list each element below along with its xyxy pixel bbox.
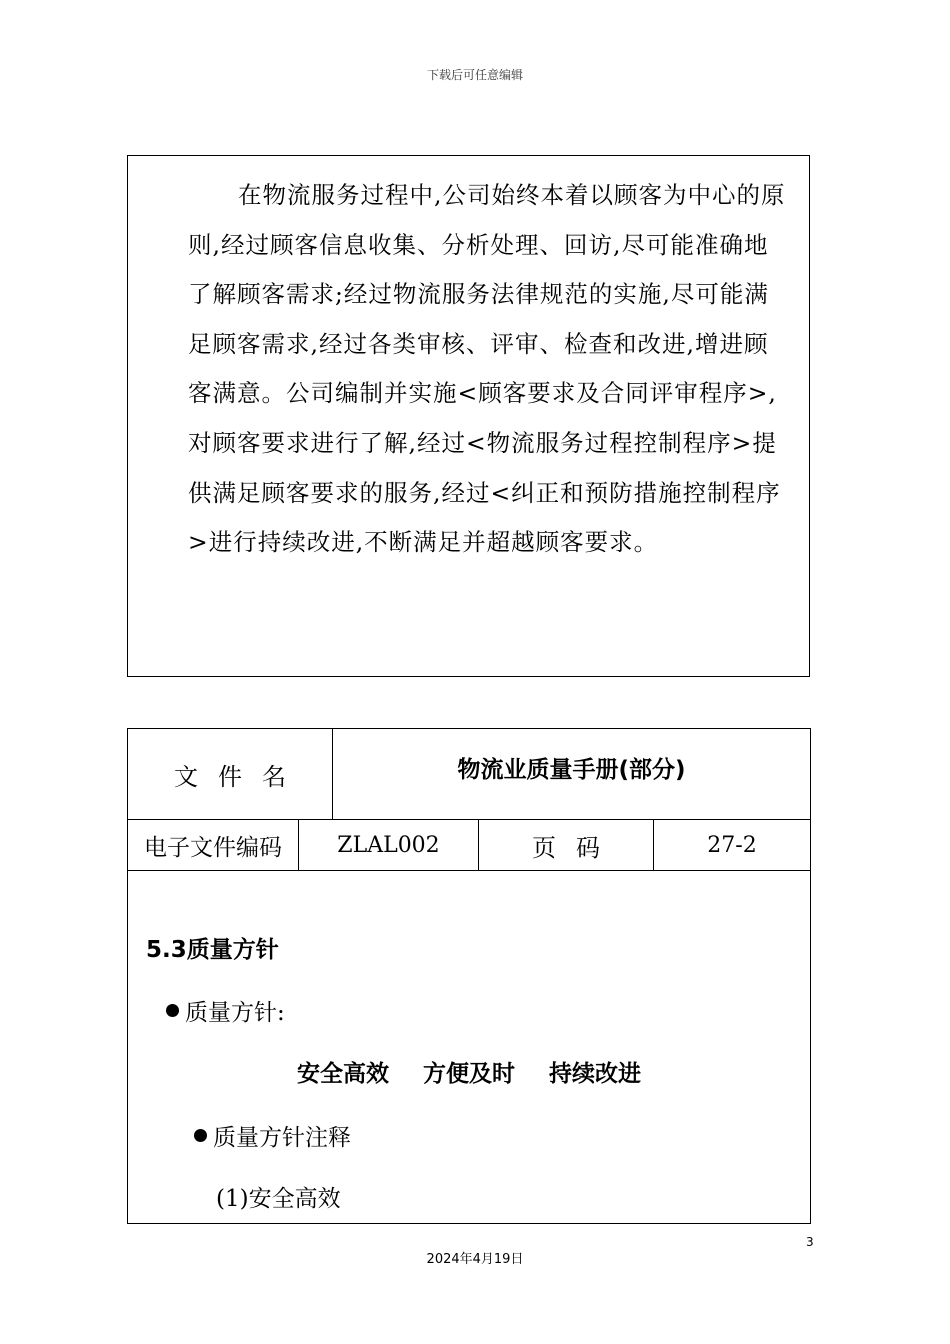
- bullet-dot-icon: [166, 1004, 179, 1017]
- intro-box: [127, 155, 810, 677]
- explanation-item-1: (1)安全高效: [216, 1186, 341, 1212]
- document-table: [127, 728, 811, 1224]
- policy-item: 方便及时: [423, 1061, 515, 1087]
- intro-paragraph: 在物流服务过程中,公司始终本着以顾客为中心的原则,经过顾客信息收集、分析处理、回访,尽可能准确地了解顾客需求;经过物流服务法律规范的实施,尽可能满足顾客需求,经过各类审核、评审、检查和改进,增进顾客满意。公司编制并实施<顾客要求及合同评审程序>,对顾客要求进行了解,经过<物流服务过程控制程序>提供满足顾客要求的服务,经过<纠正和预防措施控制程序>进行持续改进,不断满足并超越顾客要求。: [188, 181, 786, 557]
- file-name-value: 物流业质量手册(部分): [333, 729, 810, 820]
- policy-item: 安全高效: [296, 1061, 389, 1087]
- file-code-value: ZLAL002: [299, 820, 479, 871]
- policy-item: 持续改进: [549, 1061, 642, 1087]
- file-name-label: 文件名: [128, 729, 333, 820]
- header-note: 下载后可任意编辑: [426, 68, 523, 82]
- explanation-bullet-line: [194, 1119, 351, 1152]
- policy-bullet-line: [166, 994, 285, 1027]
- page-value: 27-2: [654, 820, 810, 871]
- bullet-dot-icon: [194, 1129, 207, 1142]
- policy-bullet-text: 质量方针:: [185, 1000, 285, 1026]
- footer-date: 2024年4月19日: [426, 1252, 524, 1267]
- explanation-bullet-text: 质量方针注释: [213, 1125, 351, 1151]
- quality-policy-statement: [128, 1055, 810, 1088]
- page-number: 3: [806, 1235, 814, 1249]
- page-label: 页码: [479, 820, 654, 871]
- section-title: 5.3质量方针: [146, 937, 279, 963]
- file-code-label: 电子文件编码: [128, 820, 299, 871]
